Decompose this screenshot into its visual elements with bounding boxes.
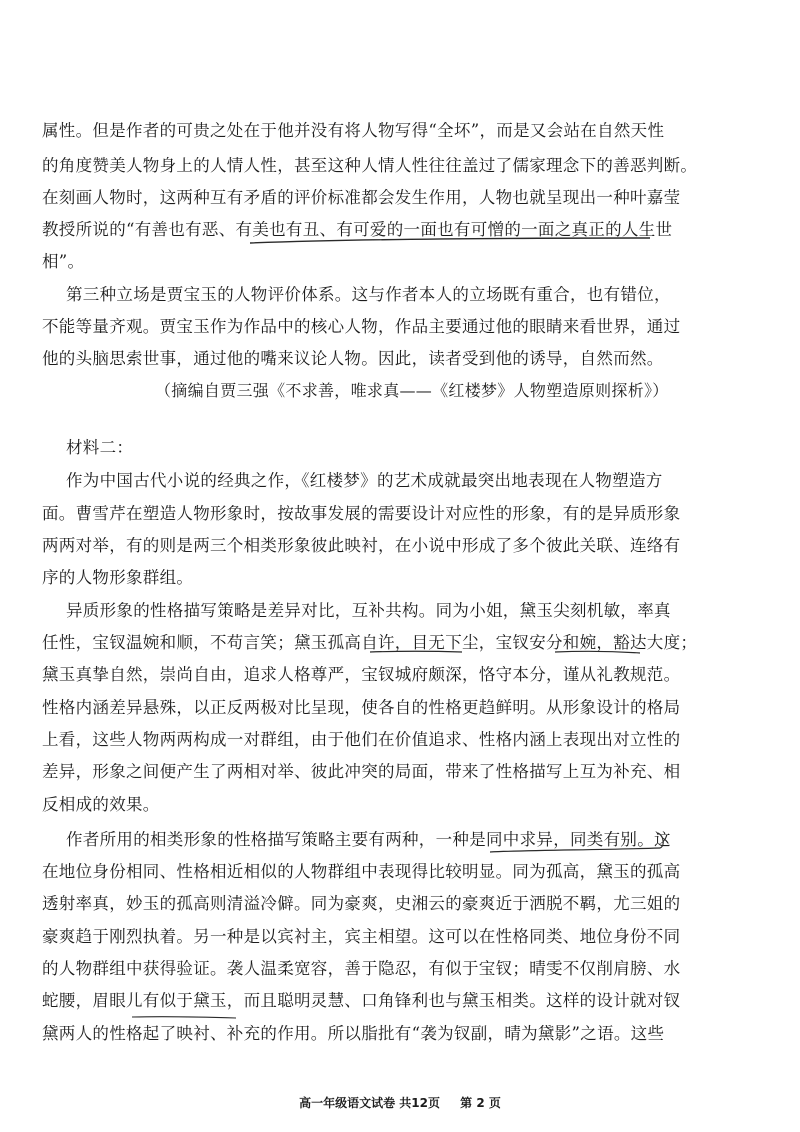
paragraph-line: 异质形象的性格描写策略是差异对比，互补共构。同为小姐，黛玉尖刻机敏，率真 xyxy=(66,601,671,620)
paragraph-line: 面。曹雪芹在塑造人物形象时，按故事发展的需要设计对应性的形象，有的是异质形象 xyxy=(42,504,681,523)
exam-info: 高一年级语文试卷 共12页 xyxy=(299,1096,440,1110)
paragraph-line: 黛玉真挚自然，崇尚自由，追求人格尊严，宝钗城府颇深，恪守本分，谨从礼教规范。 xyxy=(42,665,681,684)
pen-underline xyxy=(132,1017,236,1018)
paragraph-line: 性格内涵差异悬殊，以正反两极对比呈现，使各自的性格更趋鲜明。从形象设计的格局 xyxy=(42,698,681,717)
paragraph-line: 第三种立场是贾宝玉的人物评价体系。这与作者本人的立场既有重合，也有错位， xyxy=(66,285,671,304)
source-citation: （摘编自贾三强《不求善，唯求真——《红楼梦》人物塑造原则探析》） xyxy=(155,381,669,400)
paragraph-line: 透射率真，妙玉的孤高则清溢冷僻。同为豪爽，史湘云的豪爽近于洒脱不羁，尤三姐的 xyxy=(42,894,681,913)
paragraph-line: 在地位身份相同、性格相近相似的人物群组中表现得比较明显。同为孤高，黛玉的孤高 xyxy=(42,862,681,881)
paragraph-line: 在刻画人物时，这两种互有矛盾的评价标准都会发生作用，人物也就呈现出一种叶嘉莹 xyxy=(42,188,681,207)
page-number: 第 2 页 xyxy=(460,1096,501,1110)
paragraph-line: 两两对举，有的则是两三个相类形象彼此映衬，在小说中形成了多个彼此关联、连络有 xyxy=(42,536,681,555)
paragraph-line: 属性。但是作者的可贵之处在于他并没有将人物写得“全坏”，而是又会站在自然天性 xyxy=(42,121,665,140)
paragraph-line: 黛两人的性格起了映衬、补充的作用。所以脂批有“袭为钗副，晴为黛影”之语。这些 xyxy=(42,1024,665,1043)
paragraph-line: 的人物群组中获得验证。袭人温柔宽容，善于隐忍，有似于宝钗；晴雯不仅削肩膀、水 xyxy=(42,959,681,978)
paragraph-line: 作为中国古代小说的经典之作，《红楼梦》的艺术成就最突出地表现在人物塑造方 xyxy=(66,471,663,490)
paragraph-line: 蛇腰，眉眼儿有似于黛玉，而且聪明灵慧、口角锋利也与黛玉相类。这样的设计就对钗 xyxy=(42,991,681,1010)
paragraph-line: 相”。 xyxy=(42,252,85,271)
section-heading: 材料二： xyxy=(66,438,134,457)
paragraph-line: 的角度赞美人物身上的人情人性，甚至这种人情人性往往盖过了儒家理念下的善恶判断。 xyxy=(42,156,698,175)
paragraph-line: 教授所说的“有善也有恶、有美也有丑、有可爱的一面也有可憎的一面之真正的人生世 xyxy=(42,220,673,239)
page-footer xyxy=(0,1094,800,1111)
paragraph-line: 不能等量齐观。贾宝玉作为作品中的核心人物，作品主要通过他的眼睛来看世界，通过 xyxy=(42,317,681,336)
paragraph-line: 上看，这些人物两两构成一对群组，由于他们在价值追求、性格内涵上表现出对立性的 xyxy=(42,730,681,749)
paragraph-line: 豪爽趋于刚烈执着。另一种是以宾衬主，宾主相望。这可以在性格同类、地位身份不同 xyxy=(42,927,681,946)
paragraph-line: 他的头脑思索世事，通过他的嘴来议论人物。因此，读者受到他的诱导，自然而然。 xyxy=(42,349,664,368)
paragraph-line: 反相成的效果。 xyxy=(42,795,160,814)
paragraph-line: 作者所用的相类形象的性格描写策略主要有两种，一种是同中求异，同类有别。这 xyxy=(66,830,671,849)
paragraph-line: 差异，形象之间便产生了两相对举、彼此冲突的局面，带来了性格描写上互为补充、相 xyxy=(42,762,681,781)
paragraph-line: 序的人物形象群组。 xyxy=(42,568,194,587)
paragraph-line: 任性，宝钗温婉和顺，不苟言笑；黛玉孤高自许，目无下尘，宝钗安分和婉，豁达大度； xyxy=(42,633,698,652)
